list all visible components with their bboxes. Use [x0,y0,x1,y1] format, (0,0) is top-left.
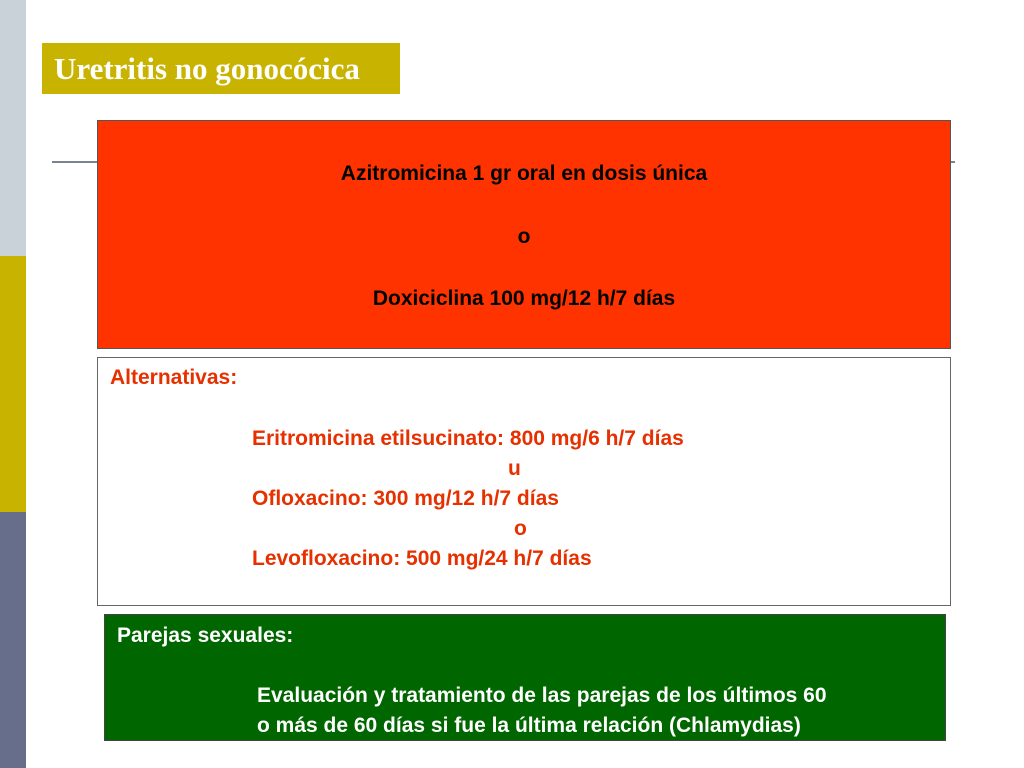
alternatives-heading: Alternativas: [110,366,238,389]
alternatives-box [97,357,951,606]
slide-title: Uretritis no gonocócica [42,43,400,94]
primary-line-1: Azitromicina 1 gr oral en dosis única [340,162,708,185]
alternative-separator-1: u [508,457,521,480]
sexual-partners-box [104,614,946,741]
alternative-option-1: Eritromicina etilsucinato: 800 mg/6 h/7 días [252,427,684,450]
primary-line-2: o [517,225,531,248]
partners-line-2: o más de 60 días si fue la última relación (Chlamydias) [257,714,801,737]
left-stripe-bottom [0,512,26,768]
primary-line-3: Doxiciclina 100 mg/12 h/7 días [372,287,676,310]
alternative-option-2: Ofloxacino: 300 mg/12 h/7 días [252,487,559,510]
alternative-separator-2: o [514,517,527,540]
primary-treatment-box [97,120,951,349]
partners-heading: Parejas sexuales: [117,624,294,647]
alternative-option-3: Levofloxacino: 500 mg/24 h/7 días [252,547,592,570]
left-stripe-middle [0,256,26,512]
left-stripe-top [0,0,26,256]
partners-line-1: Evaluación y tratamiento de las parejas de los últimos 60 [257,684,827,707]
